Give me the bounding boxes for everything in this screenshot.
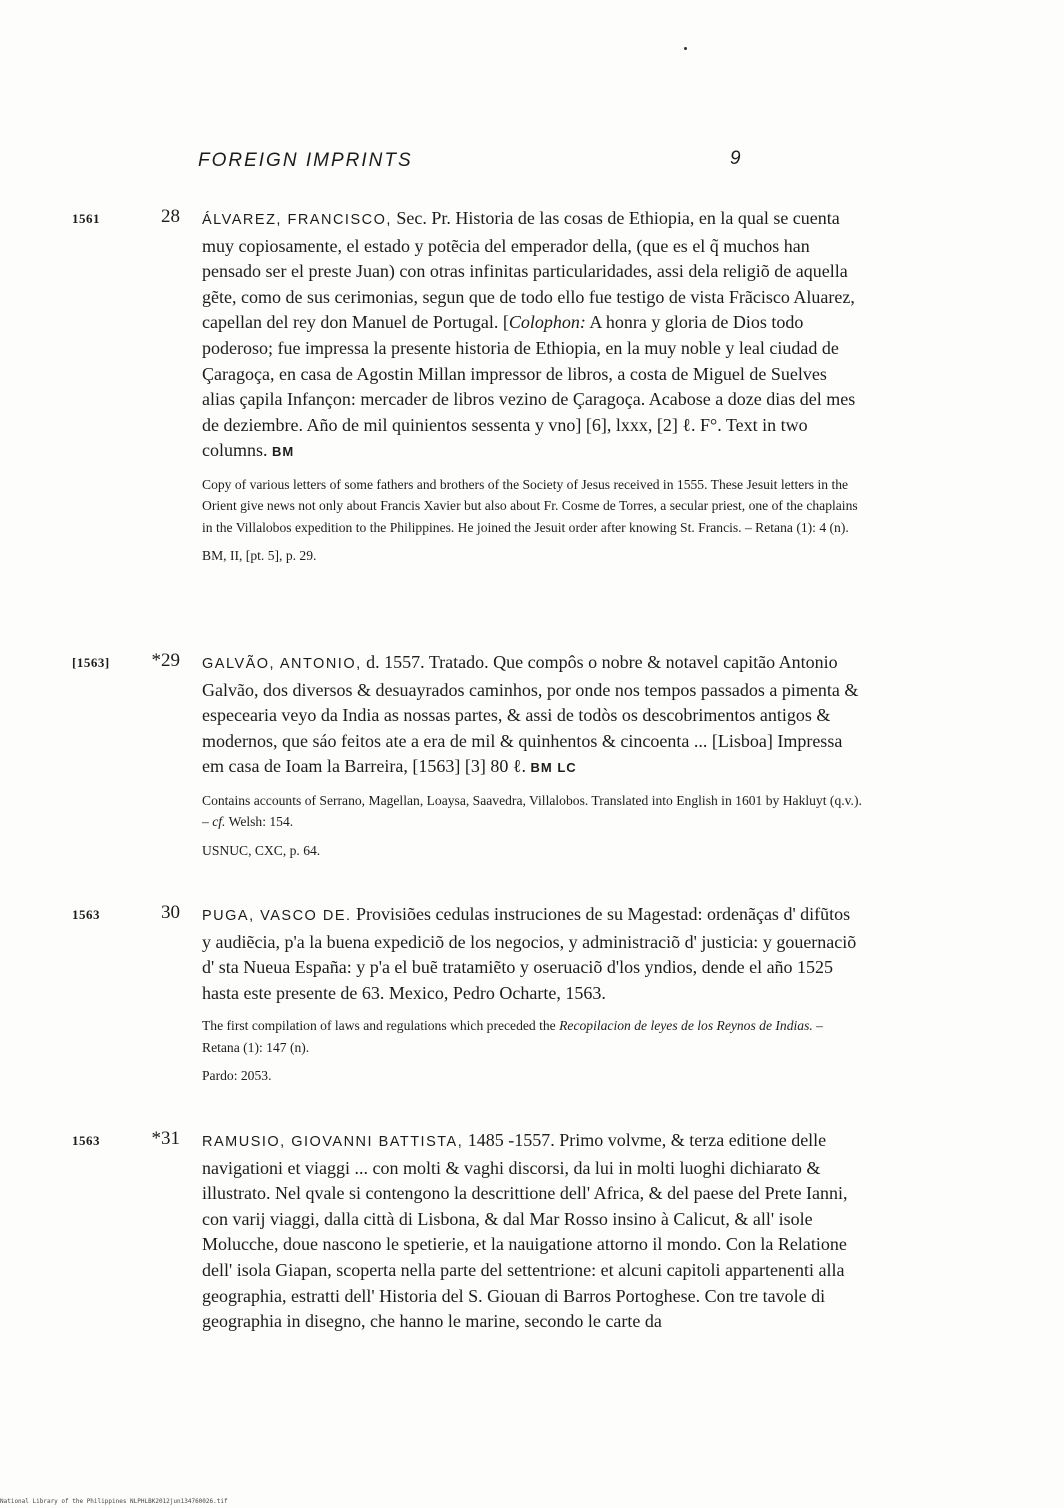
- entry-year: [1563]: [72, 655, 110, 670]
- page-number: 9: [730, 148, 741, 169]
- entry-citation: [202, 650, 862, 781]
- entry-reference: Pardo: 2053.: [202, 1068, 272, 1084]
- running-header: FOREIGN IMPRINTS: [198, 150, 413, 171]
- entry-reference: BM, II, [pt. 5], p. 29.: [202, 548, 317, 564]
- entry-citation: [202, 902, 862, 1006]
- entry-author: GALVÃO, ANTONIO,: [202, 656, 362, 672]
- entry-number: *29: [151, 650, 180, 671]
- note-text-end: Welsh: 154.: [225, 814, 294, 830]
- entry-year: 1563: [72, 907, 100, 922]
- entry-citation: [202, 206, 862, 465]
- note-text: Contains accounts of Serrano, Magellan, Loaysa, Saavedra, Villalobos. Translated into English in 1601 by Hakluyt (q.v.). –: [202, 792, 862, 830]
- entry-body: [202, 650, 862, 861]
- entry-body: [202, 902, 862, 1086]
- entry-locations: BM LC: [530, 760, 577, 776]
- colophon-label: Colophon:: [508, 312, 586, 333]
- entry-year: 1563: [72, 1133, 100, 1148]
- entry-number: 28: [161, 206, 180, 227]
- note-text: The first compilation of laws and regulations which preceded the: [202, 1018, 560, 1034]
- entry-body: [202, 1128, 862, 1335]
- entry-number: 30: [161, 902, 180, 923]
- entry-year: 1561: [72, 211, 100, 226]
- note-cf: cf.: [212, 814, 226, 830]
- entry-number: *31: [151, 1128, 180, 1149]
- entry-author: ÁLVAREZ, FRANCISCO,: [202, 212, 392, 228]
- entry-reference: USNUC, CXC, p. 64.: [202, 842, 321, 858]
- entry-author: PUGA, VASCO DE.: [202, 908, 352, 924]
- entry-title-text: 1485 -1557. Primo volvme, & terza editione delle navigationi et viaggi ... con molti & vaghi discorsi, da lui in molti luoghi dichiarato & illustrato. Nel qvale si contengono la descrittione dell' Africa, & del paese del Prete Ianni, con varij viaggi, dalla città di Lisbona, & dal Mar Rosso insino à Calicut, & all' isole Molucche, doue nascono le spetierie, et la nauigatione attorno il mondo. Con la Relatione dell' isola Giapan, scoperta nella parte del settentrione: et alcuni capitoli appartenenti alla geographia, estratti dell' Historia del S. Giouan di Barros Portoghese. Con tre tavole di geographia in disegno, che hanno le marine, secondo le carte da: [202, 1130, 848, 1332]
- entry-note: [202, 790, 862, 833]
- entry-title-text: Provisiões cedulas instruciones de su Magestad: ordenãças d' difũtos y audiẽcia, p'a la buena expediciõ de los negocios, y administraciõ d' justicia: y gouernaciõ d' sta Nueua España: y p'a el buẽ tratamiẽto y oseruaciõ d'los yndios, dende el año 1525 hasta este presente de 63. Mexico, Pedro Ocharte, 1563.: [202, 904, 857, 1003]
- entry-body: [202, 206, 862, 566]
- scan-speck: [684, 47, 687, 50]
- note-title: Recopilacion de leyes de los Reynos de Indias.: [559, 1018, 813, 1034]
- entry-author: RAMUSIO, GIOVANNI BATTISTA,: [202, 1134, 464, 1150]
- entry-locations: BM: [272, 444, 295, 460]
- entry-citation: [202, 1128, 862, 1335]
- note-text-end: – Retana (1): 147 (n).: [202, 1018, 823, 1055]
- entry-title-text: d. 1557. Tratado. Que compôs o nobre & notavel capitão Antonio Galvão, dos diversos & desuayrados caminhos, por onde nos tempos passados a pimenta & especearia veyo da India as nossas partes, & assi de todòs os descobrimentos antigos & modernos, que sáo feitos ate a era de mil & quinhentos & cincoenta ... [Lisboa] Impressa em casa de Ioam la Barreira, [1563] [3] 80 ℓ.: [202, 652, 859, 777]
- entry-title-text: Sec. Pr. Historia de las cosas de Ethiopia, en la qual se cuenta muy copiosamente, el estado y potẽcia del emperador della, (que es el q̃ muchos han pensado ser el preste Juan) con otras infinitas particularidades, assi dela religiõ de aquella gẽte, como de sus cerimonias, segun que de todo ello fue testigo de vista Frãcisco Aluarez, capellan del rey don Manuel de Portugal. [: [202, 208, 855, 333]
- colophon-text: A honra y gloria de Dios todo poderoso; fue impressa la presente historia de Ethiopia, en la muy noble y leal ciudad de Çaragoça, en casa de Agostin Millan impressor de libros, a costa de Miguel de Suelves alias çapila Infançon: mercader de libros vezino de Çaragoça. Acabose a doze dias del mes de deziembre. Año de mil quinientos sessenta y vno] [6], lxxx, [2] ℓ. F°. Text in two columns.: [202, 312, 856, 461]
- scan-footer: National Library of the Philippines NLPHLBK2012jun134760026.tif: [0, 1498, 228, 1505]
- entry-note: [202, 1015, 862, 1058]
- entry-note: Copy of various letters of some fathers and brothers of the Society of Jesus received in 1555. These Jesuit letters in the Orient give news not only about Francis Xavier but also about Fr. Cosme de Torres, a secular priest, one of the chaplains in the Villalobos expedition to the Philippines. He joined the Jesuit order after knowing St. Francis. – Retana (1): 4 (n).: [202, 476, 858, 535]
